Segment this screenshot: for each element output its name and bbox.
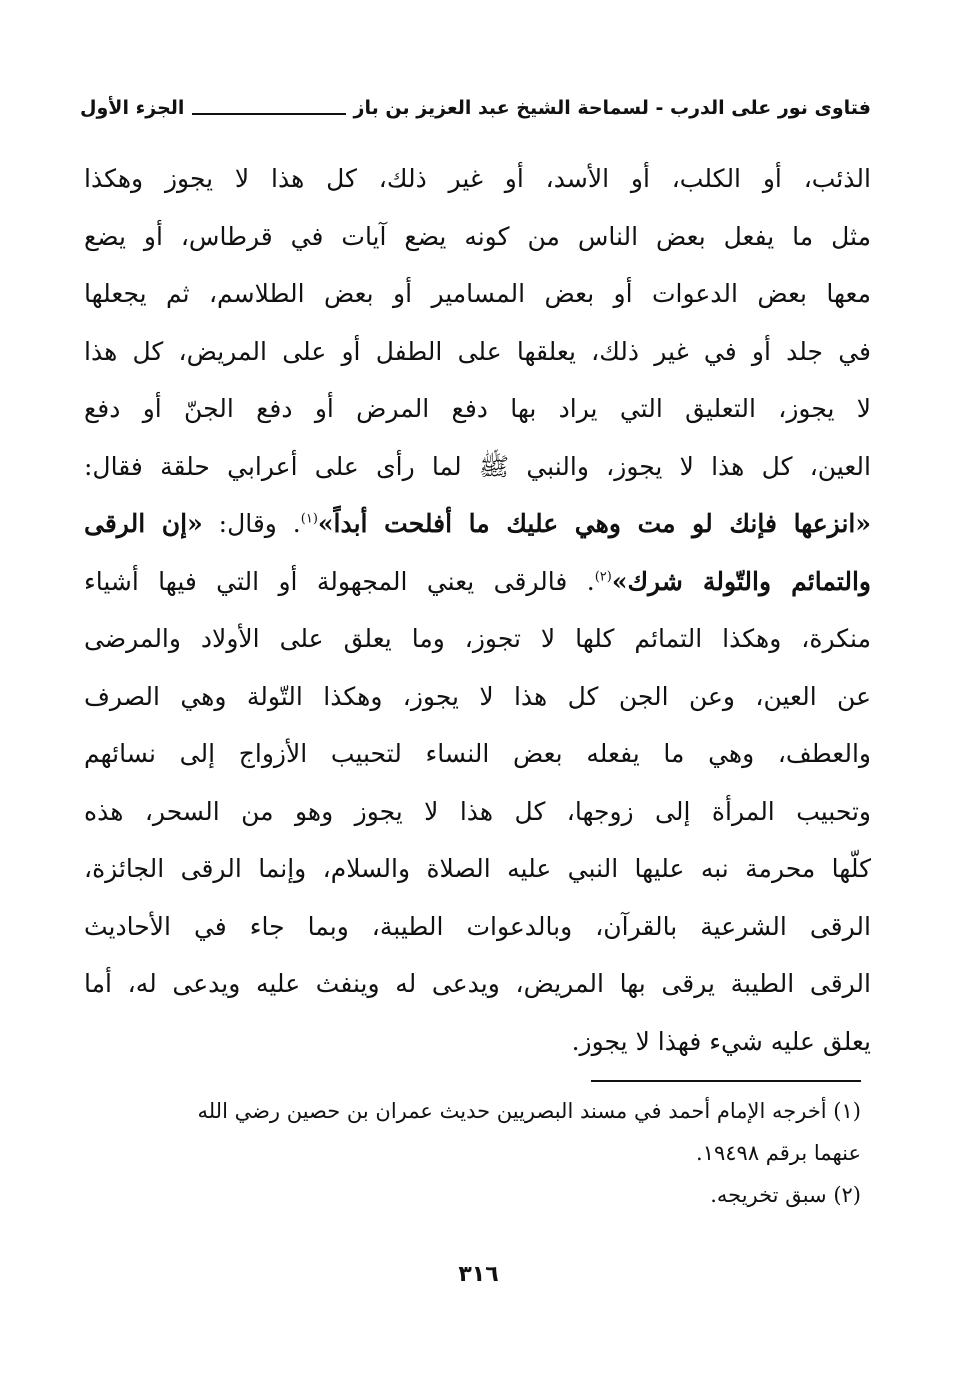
- hadith-quote: «انزعها فإنك لو مت وهي عليك ما أفلحت أبداً»: [317, 509, 871, 538]
- body-text-fragment: . فالرقى يعني المجهولة أو التي فيها أشياء: [84, 566, 595, 596]
- hadith-quote: والتمائم والتّولة شرك»: [611, 566, 871, 596]
- body-line-hadith-1: [84, 495, 871, 553]
- footnote-1-continuation: عنهما برقم ١٩٤٩٨.: [696, 1141, 861, 1165]
- body-line: منكرة، وهكذا التمائم كلها لا تجوز، وما يعلق على الأولاد والمرضى: [84, 624, 871, 653]
- body-line-hadith-2: [84, 553, 871, 611]
- footnote-1: (١) أخرجه الإمام أحمد في مسند البصريين حديث عمران بن حصين رضي الله: [197, 1099, 861, 1123]
- running-header: [80, 88, 871, 128]
- body-line: يعلق عليه شيء فهذا لا يجوز.: [571, 1026, 871, 1056]
- body-line: الذئب، أو الكلب، أو الأسد، أو غير ذلك، كل هذا لا يجوز وهكذا: [84, 164, 871, 193]
- header-title: فتاوى نور على الدرب - لسماحة الشيخ عبد العزيز بن باز: [353, 97, 871, 119]
- footnote-separator: [591, 1080, 861, 1082]
- body-line: عن العين، وعن الجن كل هذا لا يجوز، وهكذا التّولة وهي الصرف: [84, 681, 871, 711]
- footnote-ref-1[interactable]: (١): [300, 511, 318, 527]
- body-line: مثل ما يفعل بعض الناس من كونه يضع آيات في قرطاس، أو يضع: [84, 221, 871, 251]
- body-line: كلّها محرمة نبه عليها النبي عليه الصلاة والسلام، وإنما الرقى الجائزة،: [84, 854, 871, 883]
- footnote-2: (٢) سبق تخريجه.: [710, 1183, 861, 1207]
- body-line: الرقى الطيبة يرقى بها المريض، ويدعى له وينفث عليه ويدعى له، أما: [84, 969, 871, 998]
- body-line: العين، كل هذا لا يجوز، والنبي ﷺ لما رأى على أعرابي حلقة فقال:: [84, 451, 871, 481]
- header-rule: [192, 113, 345, 115]
- body-text: [84, 150, 871, 1070]
- footnotes: [84, 1090, 861, 1216]
- page-number: ٣١٦: [458, 1262, 499, 1287]
- footnote-ref-2[interactable]: (٢): [594, 569, 612, 585]
- body-line: لا يجوز، التعليق التي يراد بها دفع المرض أو دفع الجنّ أو دفع: [84, 394, 871, 423]
- body-line: الرقى الشرعية بالقرآن، وبالدعوات الطيبة، وبما جاء في الأحاديث: [84, 911, 871, 941]
- body-line: وتحبيب المرأة إلى زوجها، كل هذا لا يجوز وهو من السحر، هذه: [84, 796, 871, 826]
- hadith-quote: «إن الرقى: [84, 509, 203, 538]
- body-line: معها بعض الدعوات أو بعض المسامير أو بعض الطلاسم، ثم يجعلها: [84, 279, 871, 308]
- header-part: الجزء الأول: [80, 97, 185, 119]
- body-line: والعطف، وهي ما يفعله بعض النساء لتحبيب الأزواج إلى نسائهم: [84, 739, 871, 768]
- body-text-fragment: . وقال:: [202, 509, 301, 538]
- body-line: في جلد أو في غير ذلك، يعلقها على الطفل أو على المريض، كل هذا: [84, 336, 871, 366]
